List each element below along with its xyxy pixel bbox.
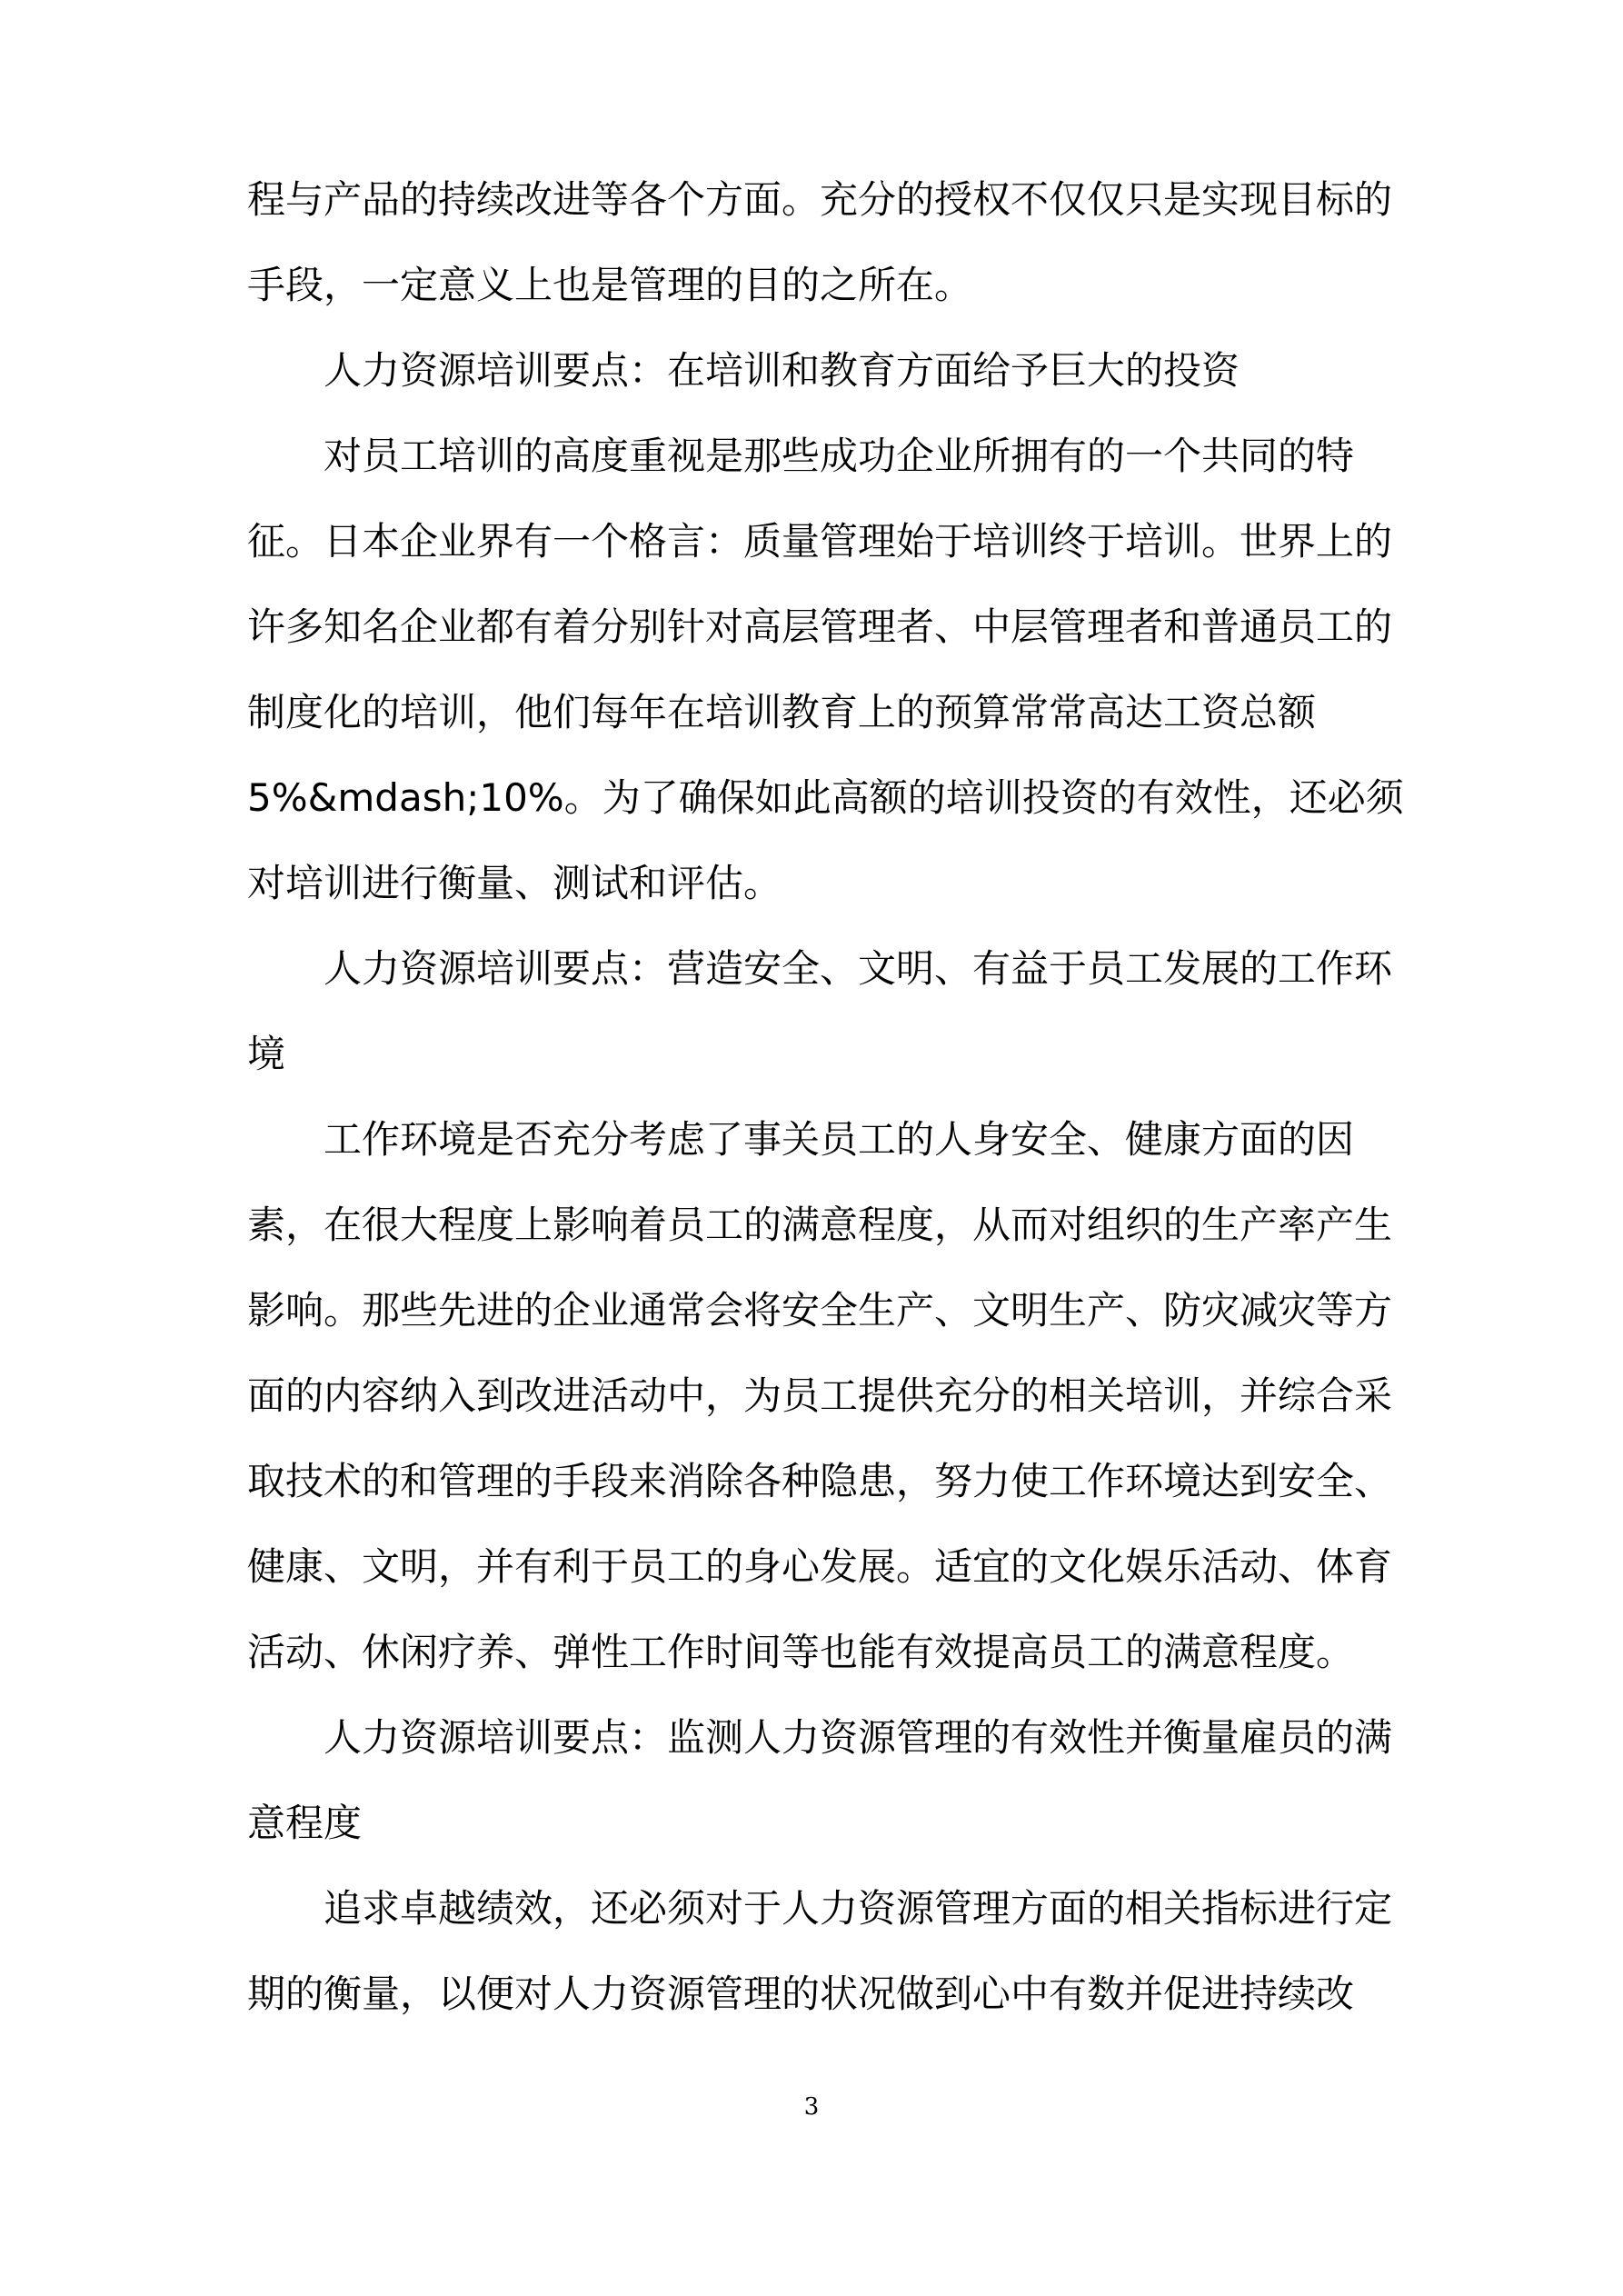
text-line: 追求卓越绩效，还必须对于人力资源管理方面的相关指标进行定 [324,1886,1393,1931]
section-heading-continued: 境 [247,1032,286,1076]
text-line: 制度化的培训，他们每年在培训教育上的预算常常高达工资总额 [247,690,1317,734]
text-line: 影响。那些先进的企业通常会将安全生产、文明生产、防灾减灾等方 [247,1288,1393,1333]
text-line: 许多知名企业都有着分别针对高层管理者、中层管理者和普通员工的 [247,604,1393,649]
text-line: 征。日本企业界有一个格言：质量管理始于培训终于培训。世界上的 [247,519,1393,564]
page-number: 3 [803,2093,820,2121]
text-line: 期的衡量，以便对人力资源管理的状况做到心中有数并促进持续改 [247,1972,1355,2016]
text-line: 工作环境是否充分考虑了事关员工的人身安全、健康方面的因 [324,1117,1355,1162]
text-line: 健康、文明，并有利于员工的身心发展。适宜的文化娱乐活动、体育 [247,1544,1393,1589]
section-heading: 人力资源培训要点：在培训和教育方面给予巨大的投资 [324,348,1240,393]
section-heading: 人力资源培训要点：监测人力资源管理的有效性并衡量雇员的满 [324,1715,1393,1760]
section-heading: 人力资源培训要点：营造安全、文明、有益于员工发展的工作环 [324,946,1393,991]
text-line: 素，在很大程度上影响着员工的满意程度，从而对组织的生产率产生 [247,1203,1393,1247]
text-line: 程与产品的持续改进等各个方面。充分的授权不仅仅只是实现目标的 [247,177,1393,222]
text-line: 面的内容纳入到改进活动中，为员工提供充分的相关培训，并综合采 [247,1373,1393,1418]
text-line: 取技术的和管理的手段来消除各种隐患，努力使工作环境达到安全、 [247,1459,1393,1503]
text-line: 对培训进行衡量、测试和评估。 [247,861,782,905]
section-heading-continued: 意程度 [247,1801,363,1845]
text-line: 5%&mdash;10%。为了确保如此高额的培训投资的有效性，还必须 [247,775,1404,820]
text-line: 对员工培训的高度重视是那些成功企业所拥有的一个共同的特 [324,434,1355,478]
text-line: 手段，一定意义上也是管理的目的之所在。 [247,263,973,307]
text-line: 活动、休闲疗养、弹性工作时间等也能有效提高员工的满意程度。 [247,1630,1355,1674]
